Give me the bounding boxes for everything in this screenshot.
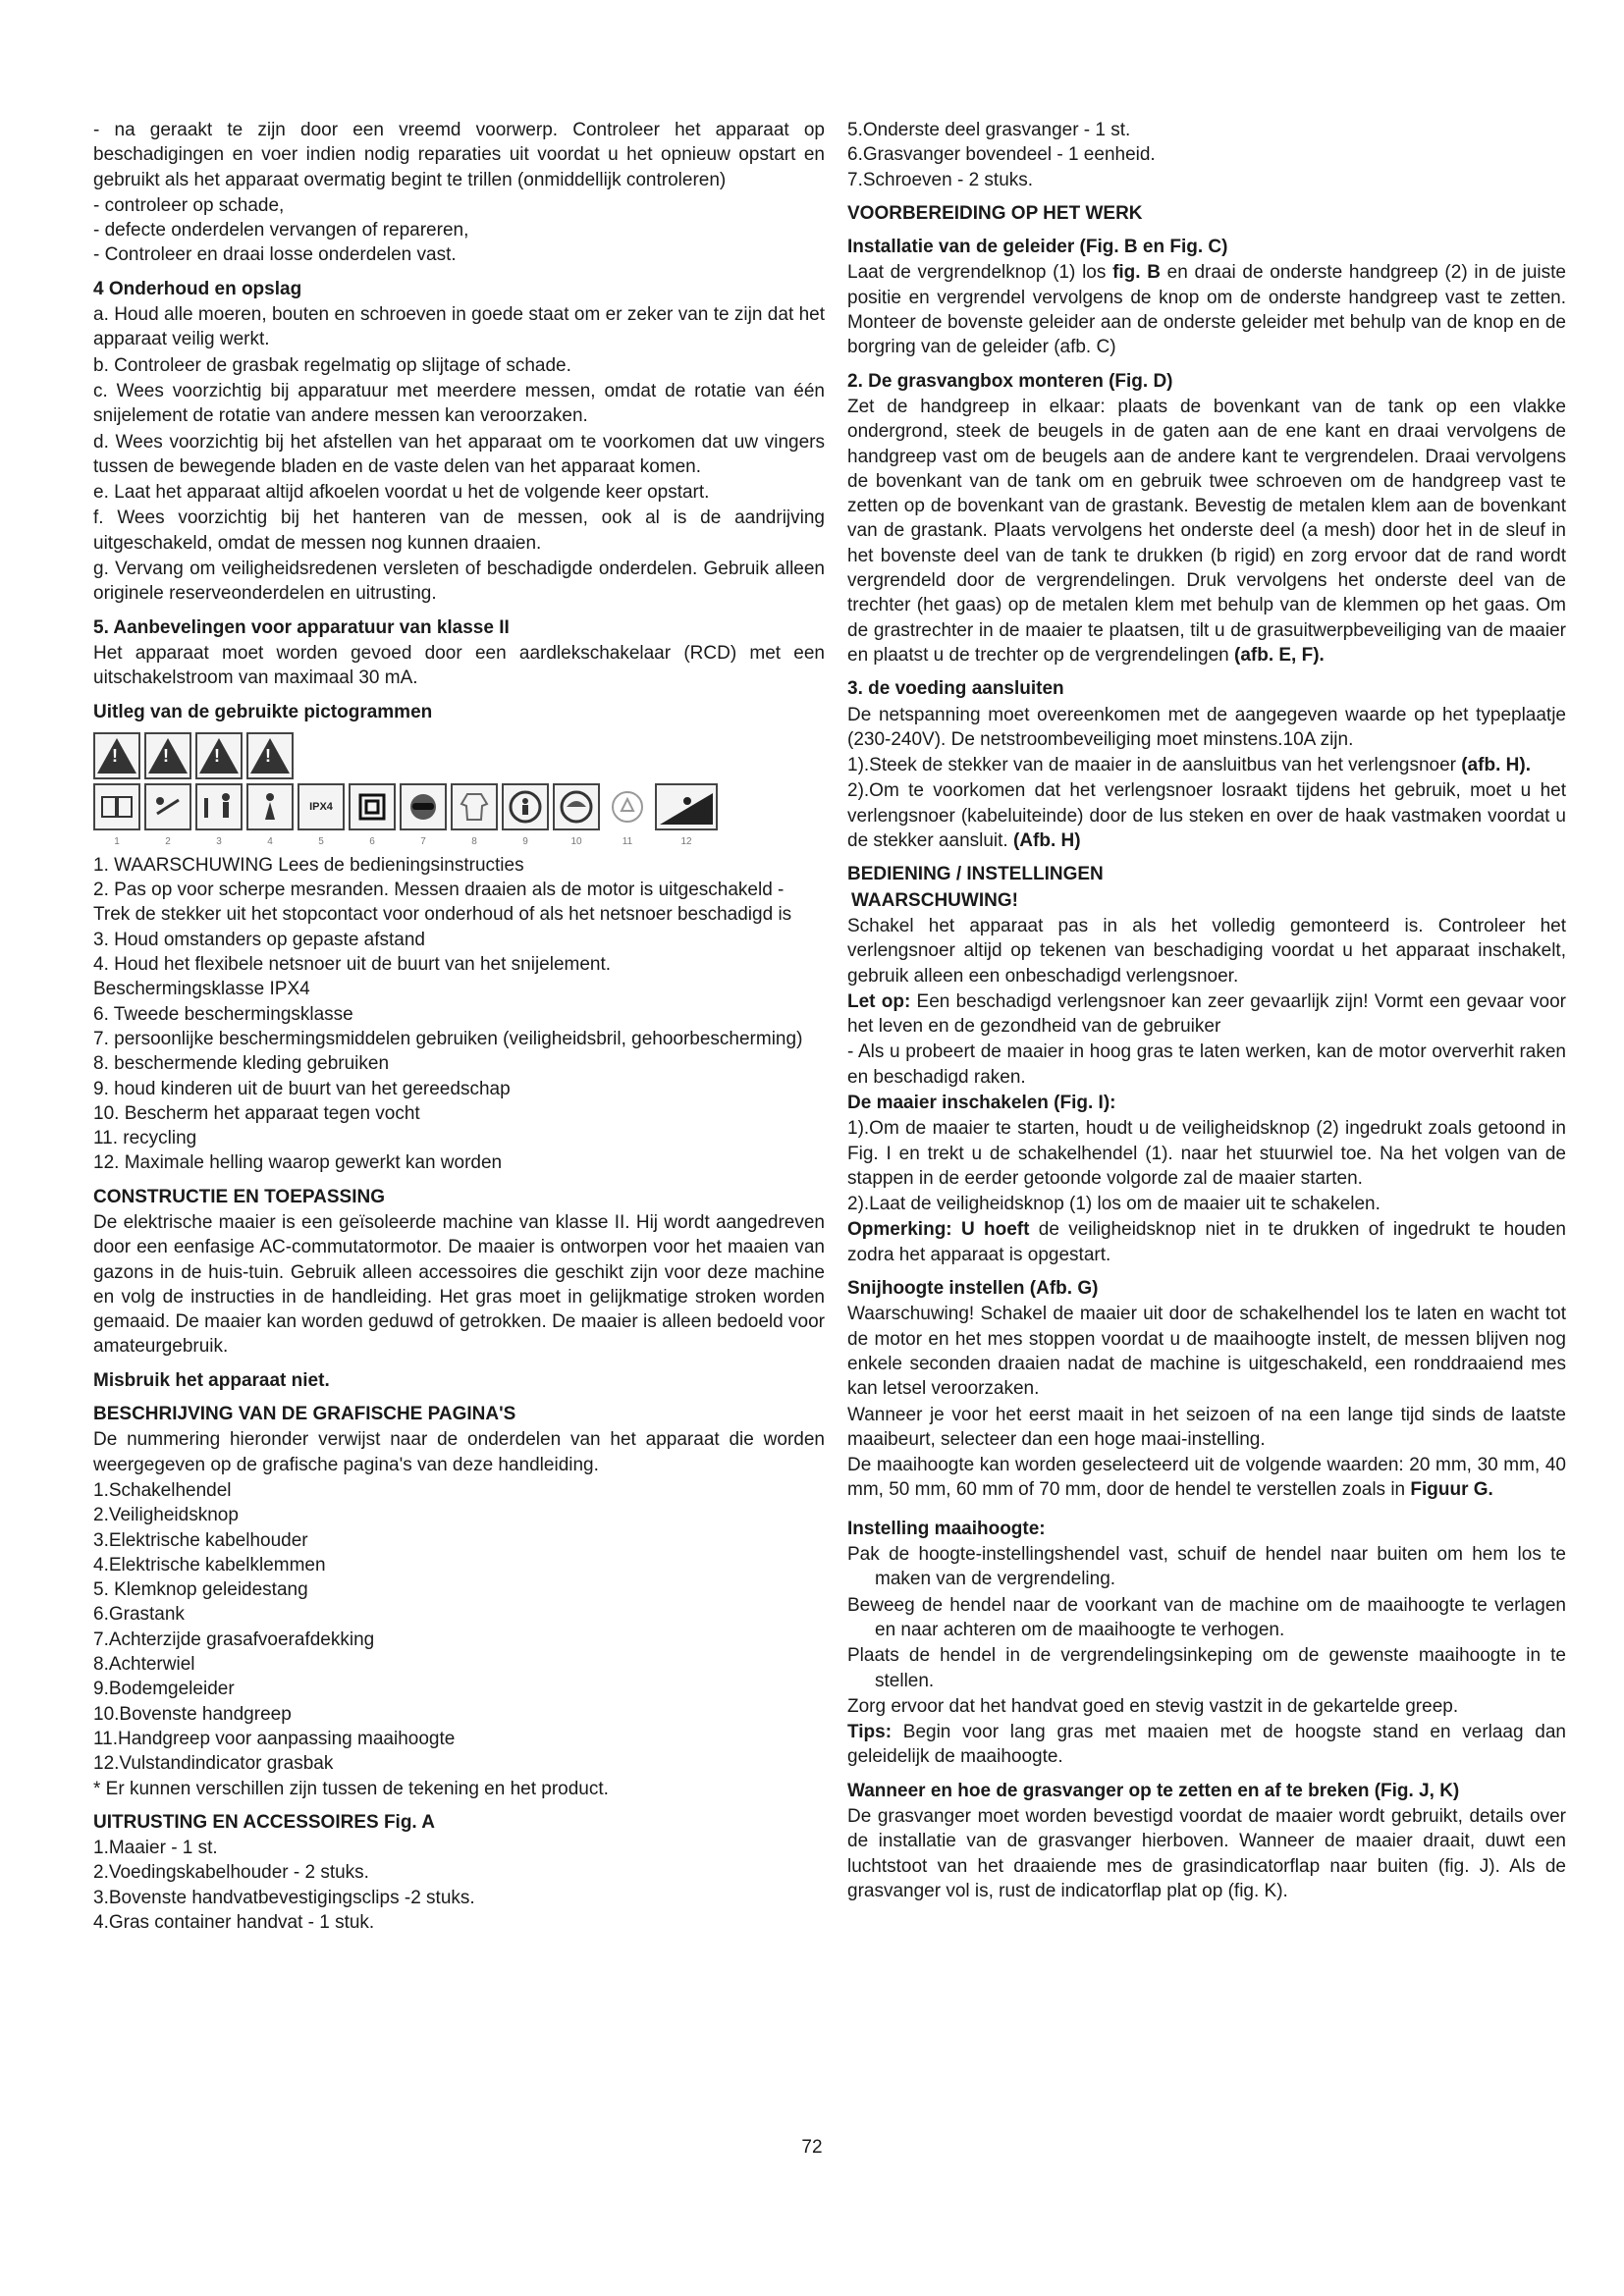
ipx4-icon: IPX4 [298, 783, 345, 830]
list-item: 2.Voedingskabelhouder - 2 stuks. [93, 1862, 369, 1884]
switch-on-step-1: 1).Om de maaier te starten, houdt u de veiligheidsknop (2) ingedrukt zoals getoond in Fig. I en trekt u de schakelhendel (1). naar het stuurwiel toe. Na het volgen van de stappen in de eerder getoonde volgorde zal de maaier starten. [847, 1118, 1566, 1189]
list-item: Beschermingsklasse IPX4 [93, 979, 310, 1000]
max-slope-icon [655, 783, 718, 830]
list-item: 2.Veiligheidsknop [93, 1505, 239, 1526]
class-ii-icon [349, 783, 396, 830]
section-5-text: Het apparaat moet worden gevoed door een aardlekschakelaar (RCD) met een uitschakelstroom van maximaal 30 mA. [93, 642, 825, 689]
list-item: 6.Grasvanger bovendeel - 1 eenheid. [847, 144, 1156, 166]
no-rain-icon [553, 783, 600, 830]
list-item: 3.Elektrische kabelhouder [93, 1529, 308, 1551]
section-5-title: 5. Aanbevelingen voor apparatuur van klasse II [93, 616, 510, 638]
guide-install-text: Laat de vergrendelknop (1) los fig. B en draai de onderste handgreep (2) in de juiste positie en vergrendel vervolgens de knop om de onderste handgreep vast te zetten. Monteer de bovenste geleider aan de onderste geleider met behulp van de knop en de borgring van de geleider (afb. C) [847, 262, 1566, 358]
guide-install-title: Installatie van de geleider (Fig. B en Fig. C) [847, 237, 1228, 258]
list-item: g. Vervang om veiligheidsredenen versleten of beschadigde onderdelen. Gebruik alleen originele reserveonderdelen en uitrusting. [93, 559, 825, 605]
list-item: Plaats de hendel in de vergrendelingsinkeping om de gewenste maaihoogte in te stellen. [847, 1645, 1566, 1691]
list-item: Pak de hoogte-instellingshendel vast, schuif de hendel naar buiten om hem los te maken van de vergrendeling. [847, 1544, 1566, 1590]
sharp-blade-icon [144, 783, 191, 830]
list-item: 10. Bescherm het apparaat tegen vocht [93, 1102, 420, 1124]
list-item: 6. Tweede beschermingsklasse [93, 1003, 353, 1025]
list-item: 9. houd kinderen uit de buurt van het gereedschap [93, 1078, 511, 1099]
operation-text: Schakel het apparaat pas in als het volledig gemonteerd is. Controleer het verlengsnoer altijd op tekenen van beschadiging voordat u het apparaat inschakelt, gebruik alleen een onbeschadigd verlengsnoer. [847, 915, 1566, 987]
grass-box-title: 2. De grasvangbox monteren (Fig. D) [847, 370, 1173, 392]
description-text: De nummering hieronder verwijst naar de onderdelen van het apparaat die worden weergegeven op de grafische pagina's van deze handleiding. [93, 1429, 825, 1475]
preparation-title: VOORBEREIDING OP HET WERK [847, 202, 1143, 224]
cable-away-icon [246, 783, 294, 830]
remark-text: Opmerking: U hoeft de veiligheidsknop niet in te drukken of ingedrukt te houden zodra het apparaat is opgestart. [847, 1219, 1566, 1265]
list-item: 11. recycling [93, 1128, 197, 1149]
list-item: 5. Klemknop geleidestang [93, 1579, 308, 1601]
list-item: d. Wees voorzichtig bij het afstellen van het apparaat om te voorkomen dat uw vingers tussen de bewegende bladen en de vaste delen van het apparaat komen. [93, 431, 825, 477]
list-item: Beweeg de hendel naar de voorkant van de machine om de maaihoogte te verlagen en naar achteren om de maaihoogte te verhogen. [847, 1594, 1566, 1640]
pictogram-strip [93, 730, 825, 847]
equipment-title: UITRUSTING EN ACCESSOIRES Fig. A [93, 1811, 436, 1833]
catcher-text: De grasvanger moet worden bevestigd voordat de maaier wordt gebruikt, details over de installatie van de grasvanger hierboven. Wanneer de maaier draait, duwt een luchtstoot van het draaiende mes de grasindicatorflap naar buiten (fig. J). Als de grasvanger vol is, rust de indicatorflap plat op (fig. K). [847, 1806, 1566, 1901]
bystander-distance-icon [195, 783, 243, 830]
pictogram-row-symbols [93, 781, 825, 832]
power-title: 3. de voeding aansluiten [847, 678, 1064, 700]
parts-list [93, 1478, 825, 1801]
cut-height-text-1: Waarschuwing! Schakel de maaier uit door de schakelhendel los te laten en wacht tot de motor en het mes stoppen voordat u de maaihoogte instelt, de messen blijven nog enkele seconden draaien nadat de machine is uitgeschakeld, een ronddraaiend mes kan letsel veroorzaken. [847, 1304, 1566, 1400]
misuse-heading: Misbruik het apparaat niet. [93, 1369, 330, 1391]
switch-on-title: De maaier inschakelen (Fig. I): [847, 1092, 1116, 1113]
equipment-list-continued [847, 118, 1566, 192]
list-item: f. Wees voorzichtig bij het hanteren van de messen, ook al is de aandrijving uitgeschakeld, omdat de messen nog kunnen draaien. [93, 507, 825, 554]
pictogram-row-warnings [93, 730, 825, 781]
list-item: 7. persoonlijke beschermingsmiddelen gebruiken (veiligheidsbril, gehoorbescherming) [93, 1028, 803, 1049]
pictogram-legend [93, 853, 825, 1176]
cut-height-text-3: De maaihoogte kan worden geselecteerd uit de volgende waarden: 20 mm, 30 mm, 40 mm, 50 mm, 60 mm of 70 mm, door de hendel te verstellen zoals in Figuur G. [847, 1455, 1566, 1501]
description-title: BESCHRIJVING VAN DE GRAFISCHE PAGINA'S [93, 1404, 516, 1425]
list-item: 1.Maaier - 1 st. [93, 1838, 218, 1859]
recycling-icon [604, 783, 651, 830]
blade-warning-icon: ! [144, 732, 191, 779]
list-item: 8.Achterwiel [93, 1654, 195, 1676]
list-item: 9.Bodemgeleider [93, 1679, 235, 1700]
attention-text: Let op: Een beschadigd verlengsnoer kan zeer gevaarlijk zijn! Vormt een gevaar voor het leven en de gezondheid van de gebruiker [847, 990, 1566, 1038]
list-item: 1. WAARSCHUWING Lees de bedieningsinstructies [93, 854, 524, 876]
pictogram-title: Uitleg van de gebruikte pictogrammen [93, 701, 433, 722]
intro-line: - defecte onderdelen vervangen of repareren, [93, 220, 469, 241]
list-item: 3. Houd omstanders op gepaste afstand [93, 929, 426, 950]
height-setting-final: Zorg ervoor dat het handvat goed en stevig vastzit in de gekartelde greep. [847, 1695, 1459, 1717]
list-item: 6.Grastank [93, 1604, 185, 1626]
cable-warning-icon: ! [246, 732, 294, 779]
list-item: 10.Bovenste handgreep [93, 1703, 292, 1725]
bystander-warning-icon: ! [195, 732, 243, 779]
list-item: 7.Achterzijde grasafvoerafdekking [93, 1629, 375, 1650]
list-item: c. Wees voorzichtig bij apparatuur met meerdere messen, omdat de rotatie van één snijelement de rotatie van andere messen kan veroorzaken. [93, 380, 825, 427]
list-item: 1.Schakelhendel [93, 1479, 232, 1501]
construction-title: CONSTRUCTIE EN TOEPASSING [93, 1186, 385, 1207]
manual-book-icon [93, 783, 140, 830]
intro-block [93, 118, 825, 268]
cut-height-text-2: Wanneer je voor het eerst maait in het seizoen of na een lange tijd sinds de laatste maaibeurt, selecteer dan een hoge maai-instelling. [847, 1404, 1566, 1450]
cut-height-title: Snijhoogte instellen (Afb. G) [847, 1278, 1099, 1300]
section-4-title: 4 Onderhoud en opslag [93, 278, 302, 299]
right-column [847, 118, 1566, 1904]
tips-text: Tips: Begin voor lang gras met maaien met de hoogste stand en verlaag dan geleidelijk de maaihoogte. [847, 1722, 1566, 1768]
list-item: 12.Vulstandindicator grasbak [93, 1753, 334, 1775]
list-item: 2. Pas op voor scherpe mesranden. Messen draaien als de motor is uitgeschakeld - Trek de stekker uit het stopcontact voor onderhoud of als het netsnoer beschadigd is [93, 880, 792, 926]
power-step-2: 2).Om te voorkomen dat het verlengsnoer losraakt tijdens het gebruik, moet u het verlengsnoer (kabeluiteinde) door de lus steken en over de haak vastmaken voordat u de stekker aansluit. (Afb. H) [847, 780, 1566, 852]
grass-box-text: Zet de handgreep in elkaar: plaats de bovenkant van de tank op een vlakke ondergrond, steek de beugels in de gaten aan de ene kant en draai vervolgens de handgreep vast om de beugels aan de andere kant te vergrendelen. Draai vervolgens de bovenkant van de tank om en gebruik twee schroeven om de handgreep vast te zetten op de bovenkant van de grastank. Bevestig de metalen klem aan de bovenkant van de grastank. Plaats vervolgens het onderste deel (a mesh) door het in de sleuf in het bovenste deel van de tank te drukken (b rigid) en zorg ervoor dat de rand wordt vergrendeld door de vergrendelingen. Druk vervolgens het onderste deel van de trechter (het gaas) op de metalen klem met behulp van de klemmen op het gaas. Om de grastrechter in de maaier te plaatsen, tilt u de grasuitwerpbeveiliging van de maaier en plaatst u de trechter op de vergrendelingen (afb. E, F). [847, 396, 1566, 666]
list-item: e. Laat het apparaat altijd afkoelen voordat u het de volgende keer opstart. [93, 482, 710, 504]
power-step-1: 1).Steek de stekker van de maaier in de aansluitbus van het verlengsnoer (afb. H). [847, 755, 1531, 776]
height-setting-steps [847, 1542, 1566, 1693]
goggles-icon [400, 783, 447, 830]
list-item: * Er kunnen verschillen zijn tussen de tekening en het product. [93, 1778, 609, 1799]
list-item: 8. beschermende kleding gebruiken [93, 1053, 390, 1075]
list-item: 7.Schroeven - 2 stuks. [847, 169, 1034, 190]
attention-text-2: - Als u probeert de maaier in hoog gras te laten werken, kan de motor oververhit raken en beschadigd raken. [847, 1041, 1566, 1088]
intro-line: - Controleer en draai losse onderdelen vast. [93, 244, 457, 266]
height-setting-title: Instelling maaihoogte: [847, 1518, 1046, 1539]
list-item: 4.Gras container handvat - 1 stuk. [93, 1912, 375, 1933]
list-item: 11.Handgreep voor aanpassing maaihoogte [93, 1728, 456, 1749]
protective-clothing-icon [451, 783, 498, 830]
left-column [93, 118, 825, 1935]
intro-line: - controleer op schade, [93, 194, 285, 216]
list-item: 4. Houd het flexibele netsnoer uit de buurt van het snijelement. [93, 954, 612, 976]
list-item: 3.Bovenste handvatbevestigingsclips -2 stuks. [93, 1887, 475, 1908]
operation-title: BEDIENING / INSTELLINGEN [847, 864, 1104, 885]
switch-on-step-2: 2).Laat de veiligheidsknop (1) los om de maaier uit te schakelen. [847, 1194, 1380, 1215]
list-item: 12. Maximale helling waarop gewerkt kan worden [93, 1152, 503, 1174]
list-item: 5.Onderste deel grasvanger - 1 st. [847, 120, 1131, 140]
equipment-list [93, 1836, 825, 1935]
list-item: a. Houd alle moeren, bouten en schroeven in goede staat om er zeker van te zijn dat het apparaat veilig werkt. [93, 304, 825, 350]
section-4-list [93, 302, 825, 607]
operation-warning: WAARSCHUWING! [851, 889, 1018, 911]
list-item: b. Controleer de grasbak regelmatig op slijtage of schade. [93, 354, 571, 376]
construction-text: De elektrische maaier is een geïsoleerde machine van klasse II. Hij wordt aangedreven door een eenfasige AC-commutatormotor. De maaier is ontworpen voor het maaien van gazons in de huis-tuin. Gebruik alleen accessoires die geschikt zijn voor deze machine en volg de instructies in de handleiding. Het gras moet in gelijkmatige stroken worden gemaaid. De maaier kan worden geduwd of getrokken. De maaier is alleen bedoeld voor amateurgebruik. [93, 1211, 825, 1358]
page [93, 118, 1566, 2179]
catcher-title: Wanneer en hoe de grasvanger op te zetten en af te breken (Fig. J, K) [847, 1780, 1460, 1801]
page-number: 72 [801, 2137, 823, 2158]
keep-children-away-icon [502, 783, 549, 830]
list-item: 4.Elektrische kabelklemmen [93, 1554, 326, 1575]
power-text: De netspanning moet overeenkomen met de aangegeven waarde op het typeplaatje (230-240V). De netstroombeveiliging moet minstens.10A zijn. [847, 704, 1566, 750]
intro-para: - na geraakt te zijn door een vreemd voorwerp. Controleer het apparaat op beschadigingen en voer indien nodig reparaties uit voordat u het opnieuw opstart en gebruikt als het apparaat overmatig begint te trillen (onmiddellijk controleren) [93, 120, 825, 190]
pictogram-numbers: 1 2 3 4 5 6 7 8 9 10 11 12 [114, 835, 692, 847]
warning-icon: ! [93, 732, 140, 779]
